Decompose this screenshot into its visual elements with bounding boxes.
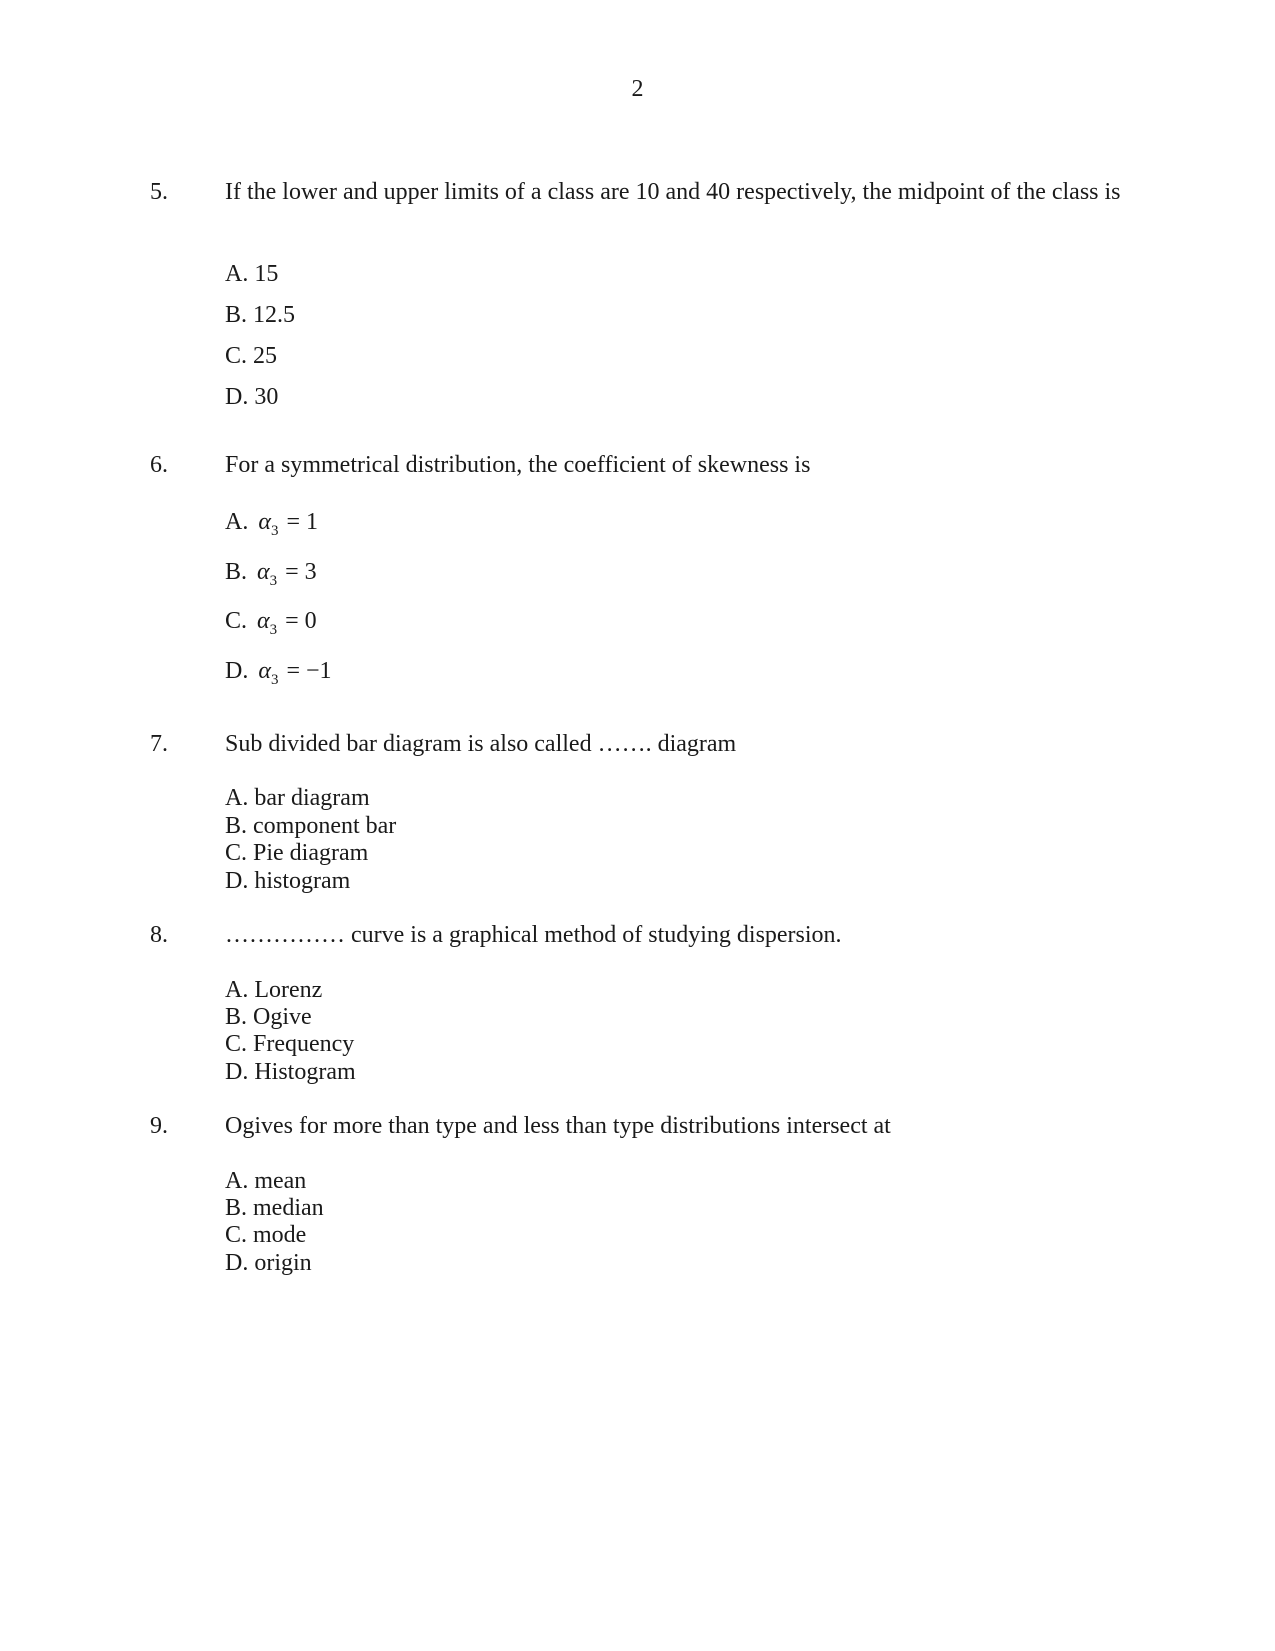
equation-value: = 0 [285, 608, 317, 634]
subscript: 3 [270, 523, 279, 539]
option-c: C. Frequency [225, 1031, 355, 1057]
question-number: 5. [150, 179, 168, 205]
option-letter: B. [225, 559, 248, 585]
page-number: 2 [631, 76, 644, 102]
question-text: If the lower and upper limits of a class are 10 and 40 respectively, the midpoint of the class is [225, 179, 1121, 205]
alpha-symbol: α [258, 658, 271, 684]
option-b: B. component bar [225, 813, 397, 839]
question-text: Sub divided bar diagram is also called ……. diagram [225, 731, 737, 757]
equation-value: = 3 [285, 559, 317, 585]
option-a: A. Lorenz [225, 977, 323, 1003]
option-a [225, 508, 318, 539]
option-a: A. bar diagram [225, 785, 370, 811]
option-c [225, 607, 317, 638]
question-text: For a symmetrical distribution, the coefficient of skewness is [225, 452, 811, 478]
option-d [225, 657, 332, 688]
question-6 [150, 451, 1125, 691]
option-d: D. 30 [225, 384, 279, 410]
alpha-symbol: α [258, 509, 271, 535]
alpha-expression [258, 509, 318, 539]
option-d: D. Histogram [225, 1059, 356, 1085]
equation-value: = −1 [286, 658, 332, 684]
subscript: 3 [269, 622, 278, 638]
option-b: B. Ogive [225, 1004, 312, 1030]
question-8 [150, 921, 1125, 1091]
subscript: 3 [269, 573, 278, 589]
question-number: 6. [150, 452, 168, 478]
equation-value: = 1 [286, 509, 318, 535]
alpha-symbol: α [257, 608, 270, 634]
question-text: …………… curve is a graphical method of studying dispersion. [225, 922, 842, 948]
option-c: C. 25 [225, 343, 278, 369]
option-letter: C. [225, 608, 248, 634]
alpha-expression [258, 658, 332, 688]
option-d: D. histogram [225, 868, 351, 894]
question-5 [150, 178, 1125, 418]
option-b: B. median [225, 1195, 324, 1221]
question-number: 9. [150, 1113, 168, 1139]
option-c: C. mode [225, 1222, 307, 1248]
question-7 [150, 730, 1125, 900]
alpha-symbol: α [257, 559, 270, 585]
subscript: 3 [270, 672, 279, 688]
option-a: A. 15 [225, 261, 279, 287]
option-b: B. 12.5 [225, 302, 296, 328]
option-letter: A. [225, 509, 249, 535]
alpha-expression [257, 559, 317, 589]
question-number: 7. [150, 731, 168, 757]
question-text: Ogives for more than type and less than type distributions intersect at [225, 1113, 891, 1139]
alpha-expression [257, 608, 317, 638]
option-b [225, 558, 317, 589]
option-d: D. origin [225, 1250, 312, 1276]
option-c: C. Pie diagram [225, 840, 369, 866]
question-number: 8. [150, 922, 168, 948]
option-letter: D. [225, 658, 249, 684]
option-a: A. mean [225, 1168, 307, 1194]
question-9 [150, 1112, 1125, 1282]
